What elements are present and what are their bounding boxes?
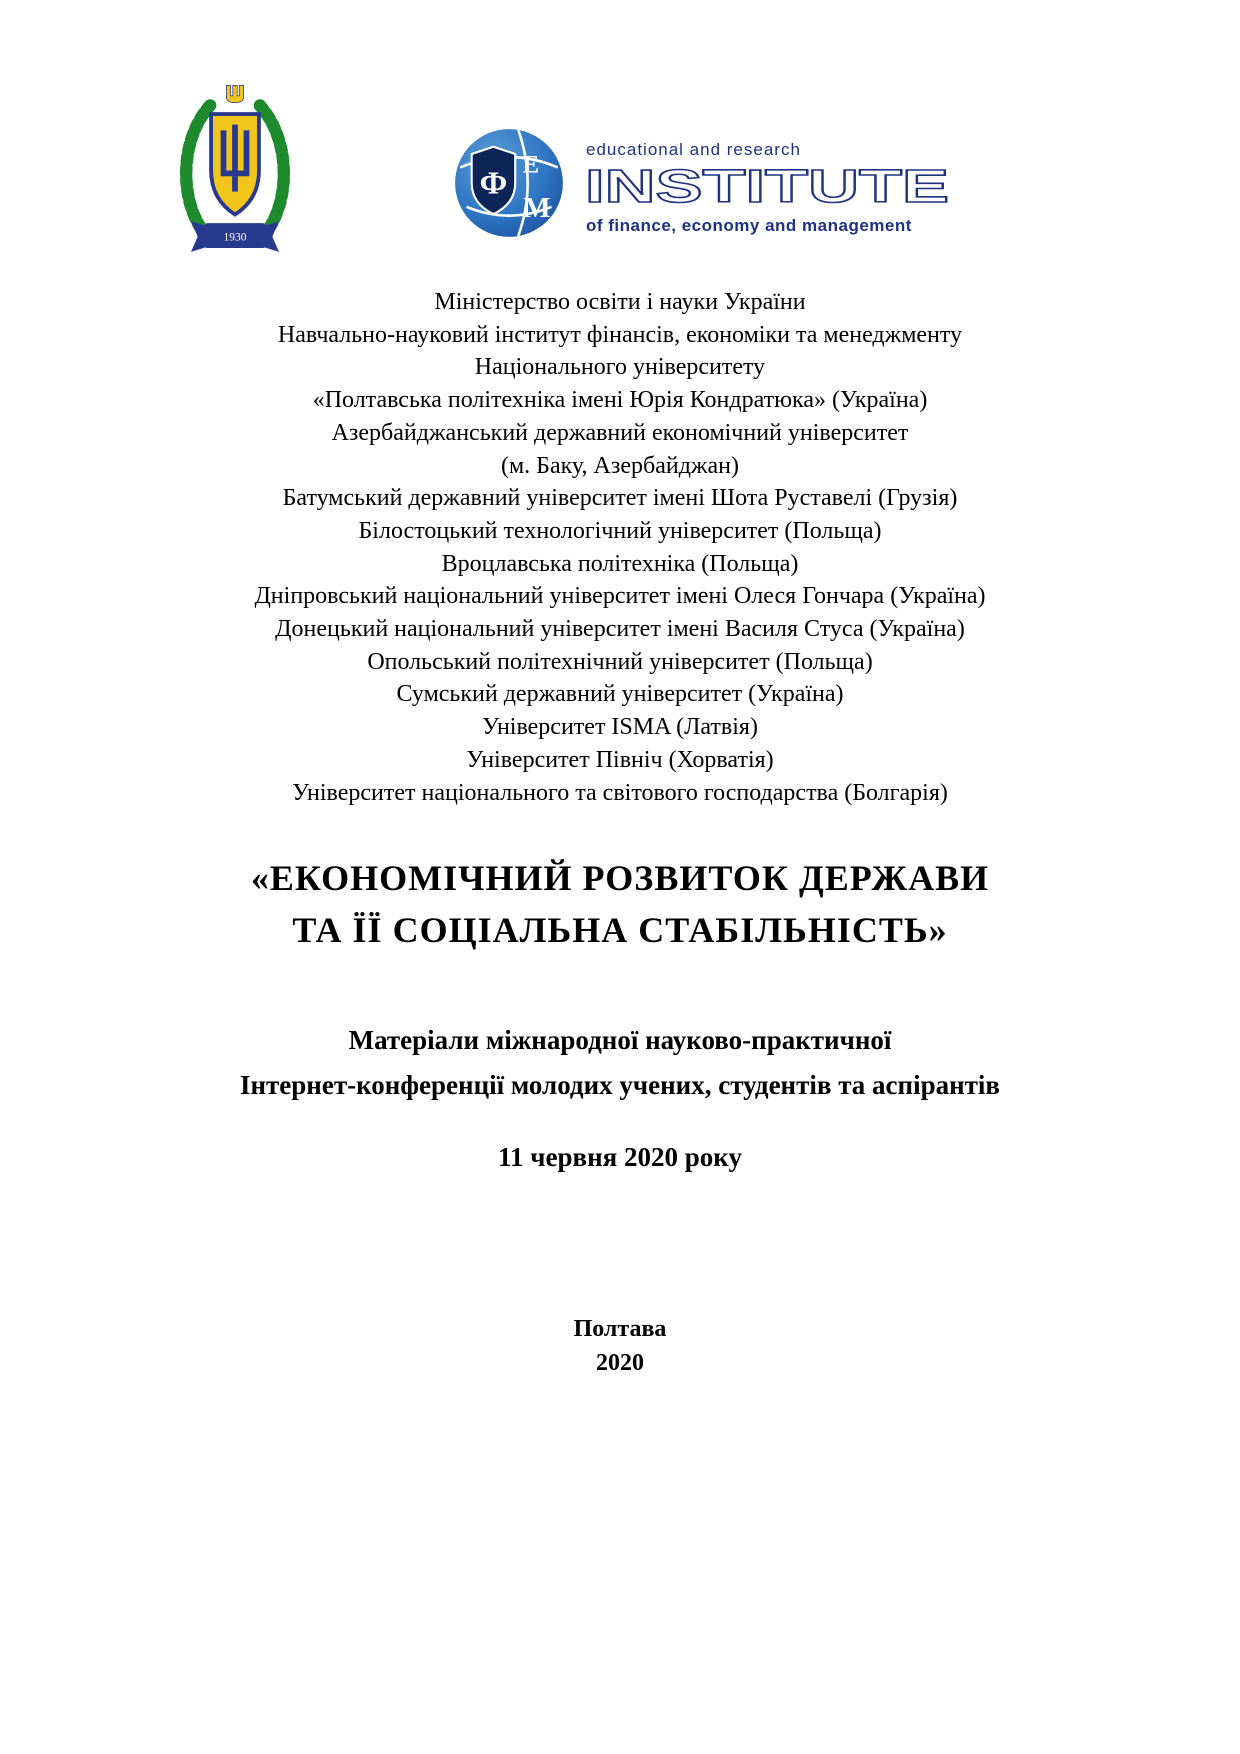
university-emblem	[168, 82, 302, 260]
monogram-letter-e: Е	[522, 151, 540, 179]
organizer-line: Білостоцький технологічний університет (Польща)	[358, 517, 882, 544]
laurel-branch-left	[186, 105, 210, 237]
organizer-line: «Полтавська політехніка імені Юрія Кондратюка» (Україна)	[312, 387, 928, 414]
organizer-line: Азербайджанський державний економічний університет	[331, 419, 909, 446]
organizer-line: Сумський державний університет (Україна)	[396, 681, 844, 708]
institute-wordmark	[582, 126, 954, 236]
emblem-year: 1930	[223, 231, 247, 244]
institute-tagline-bottom: of finance, economy and management	[586, 216, 912, 235]
conference-subtitle-line2: Інтернет-конференції молодих учених, студентів та аспірантів	[239, 1070, 1001, 1100]
organizer-line: Донецький національний університет імені Василя Стуса (Україна)	[275, 616, 965, 643]
laurel-branch-right	[260, 105, 284, 237]
imprint-city: Полтава	[573, 1316, 667, 1342]
organizer-line: Університет національного та світового господарства (Болгарія)	[292, 779, 948, 806]
institute-name: INSTITUTE	[585, 160, 949, 212]
monogram-letter-f: Ф	[479, 164, 508, 201]
conference-title-line1: «ЕКОНОМІЧНИЙ РОЗВИТОК ДЕРЖАВИ	[250, 858, 990, 898]
institute-logo	[452, 126, 954, 240]
organizers-list	[0, 286, 1240, 809]
organizer-line: Батумський державний університет імені Шота Руставелі (Грузія)	[282, 485, 958, 512]
organizer-line: Дніпровський національний університет імені Олеся Гончара (Україна)	[254, 583, 986, 610]
organizer-line: Міністерство освіти і науки України	[434, 289, 806, 315]
institute-tagline-top: educational and research	[586, 140, 801, 159]
organizer-line: Університет ISMA (Латвія)	[482, 714, 758, 741]
organizer-line: Навчально-науковий інститут фінансів, економіки та менеджменту	[277, 321, 963, 348]
conference-subtitle-line1: Матеріали міжнародної науково-практичної	[348, 1025, 892, 1055]
organizer-line: Вроцлавська політехніка (Польща)	[441, 550, 799, 577]
institute-name-outline	[582, 160, 954, 214]
conference-subtitle	[0, 1018, 1240, 1108]
monogram-letter-m: М	[523, 192, 551, 225]
conference-title	[0, 852, 1240, 956]
trident-icon	[226, 85, 243, 102]
organizer-line: Опольський політехнічний університет (Польща)	[367, 648, 873, 675]
fem-globe-emblem	[452, 126, 566, 240]
emblem-ribbon	[191, 221, 279, 252]
imprint	[0, 1312, 1240, 1380]
organizer-line: Університет Північ (Хорватія)	[466, 746, 774, 773]
organizer-line: Національного університету	[474, 354, 766, 381]
conference-date: 11 червня 2020 року	[498, 1142, 742, 1172]
organizer-line: (м. Баку, Азербайджан)	[501, 452, 739, 479]
imprint-year: 2020	[596, 1350, 644, 1376]
conference-title-line2: ТА ЇЇ СОЦІАЛЬНА СТАБІЛЬНІСТЬ»	[292, 910, 948, 950]
